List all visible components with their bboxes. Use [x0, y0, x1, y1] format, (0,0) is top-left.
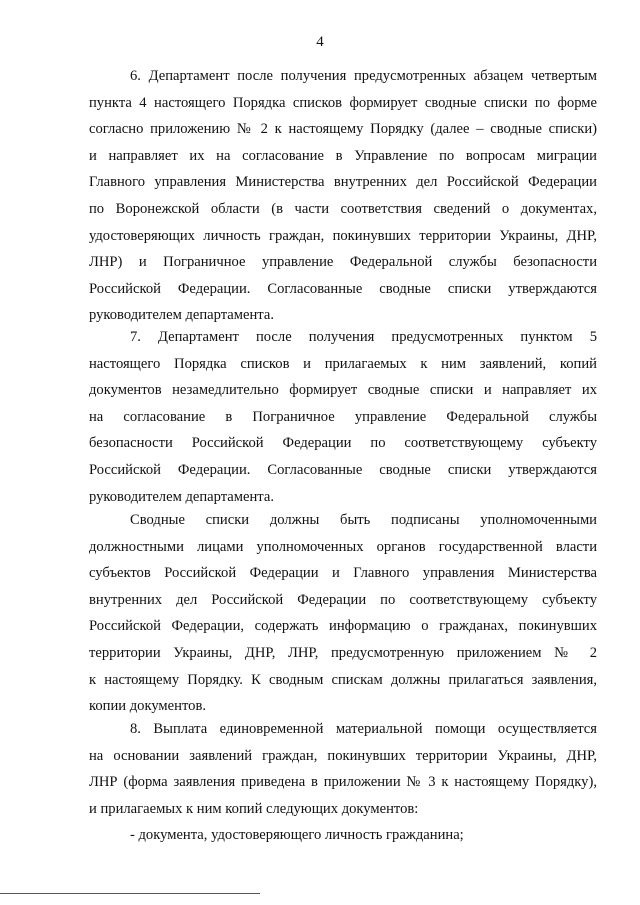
text-line: по Воронежской области (в части соответствия сведений о документах,	[89, 200, 597, 217]
text-line: пункта 4 настоящего Порядка списков формирует сводные списки по форме	[89, 94, 597, 111]
text-line: субъектов Российской Федерации и Главного управления Министерства	[89, 565, 597, 582]
text-line: безопасности Российской Федерации по соответствующему субъекту	[89, 435, 597, 452]
text-line: должностными лицами уполномоченных органов государственной власти	[89, 538, 597, 555]
text-line: 8. Выплата единовременной материальной помощи осуществляется	[130, 721, 597, 737]
text-line: руководителем департамента.	[89, 488, 274, 505]
text-line: к настоящему Порядку. К сводным спискам должны прилагаться заявления,	[89, 671, 597, 688]
text-line: руководителем департамента.	[89, 307, 274, 324]
paragraph-6	[89, 63, 597, 329]
text-line: - документа, удостоверяющего личность гражданина;	[130, 827, 464, 843]
text-line: и прилагаемых к ним копий следующих документов:	[89, 800, 419, 817]
paragraph-summary-lists	[89, 507, 597, 720]
text-line: и направляет их на согласование в Управление по вопросам миграции	[89, 147, 597, 164]
text-line: Российской Федерации, содержать информацию о гражданах, покинувших	[89, 618, 597, 635]
text-line: Сводные списки должны быть подписаны уполномоченными	[130, 512, 597, 528]
text-line: настоящего Порядка списков и прилагаемых к ним заявлений, копий	[89, 355, 597, 372]
text-line: документов незамедлительно формирует сводные списки и направляет их	[89, 382, 597, 399]
text-line: 7. Департамент после получения предусмотренных пунктом 5	[130, 329, 597, 345]
text-line: копии документов.	[89, 698, 206, 715]
text-line: ЛНР (форма заявления приведена в приложении № 3 к настоящему Порядку),	[89, 774, 597, 791]
text-line: удостоверяющих личность граждан, покинувших территории Украины, ДНР,	[89, 227, 597, 244]
text-line: согласно приложению № 2 к настоящему Порядку (далее – сводные списки)	[89, 121, 597, 138]
list-item-identity-document	[89, 822, 597, 849]
paragraph-8	[89, 716, 597, 822]
footnote-divider	[0, 893, 260, 894]
text-line: на согласование в Пограничное управление Федеральной службы	[89, 408, 597, 425]
page-number: 4	[316, 34, 324, 50]
text-line: Российской Федерации. Согласованные сводные списки утверждаются	[89, 280, 597, 297]
text-line: 6. Департамент после получения предусмотренных абзацем четвертым	[130, 68, 597, 84]
text-line: Главного управления Министерства внутренних дел Российской Федерации	[89, 174, 597, 191]
text-line: на основании заявлений граждан, покинувших территории Украины, ДНР,	[89, 747, 597, 764]
text-line: территории Украины, ДНР, ЛНР, предусмотренную приложением № 2	[89, 644, 597, 661]
paragraph-7	[89, 324, 597, 510]
text-line: ЛНР) и Пограничное управление Федеральной службы безопасности	[89, 254, 597, 271]
text-line: внутренних дел Российской Федерации по соответствующему субъекту	[89, 591, 597, 608]
text-line: Российской Федерации. Согласованные сводные списки утверждаются	[89, 461, 597, 478]
